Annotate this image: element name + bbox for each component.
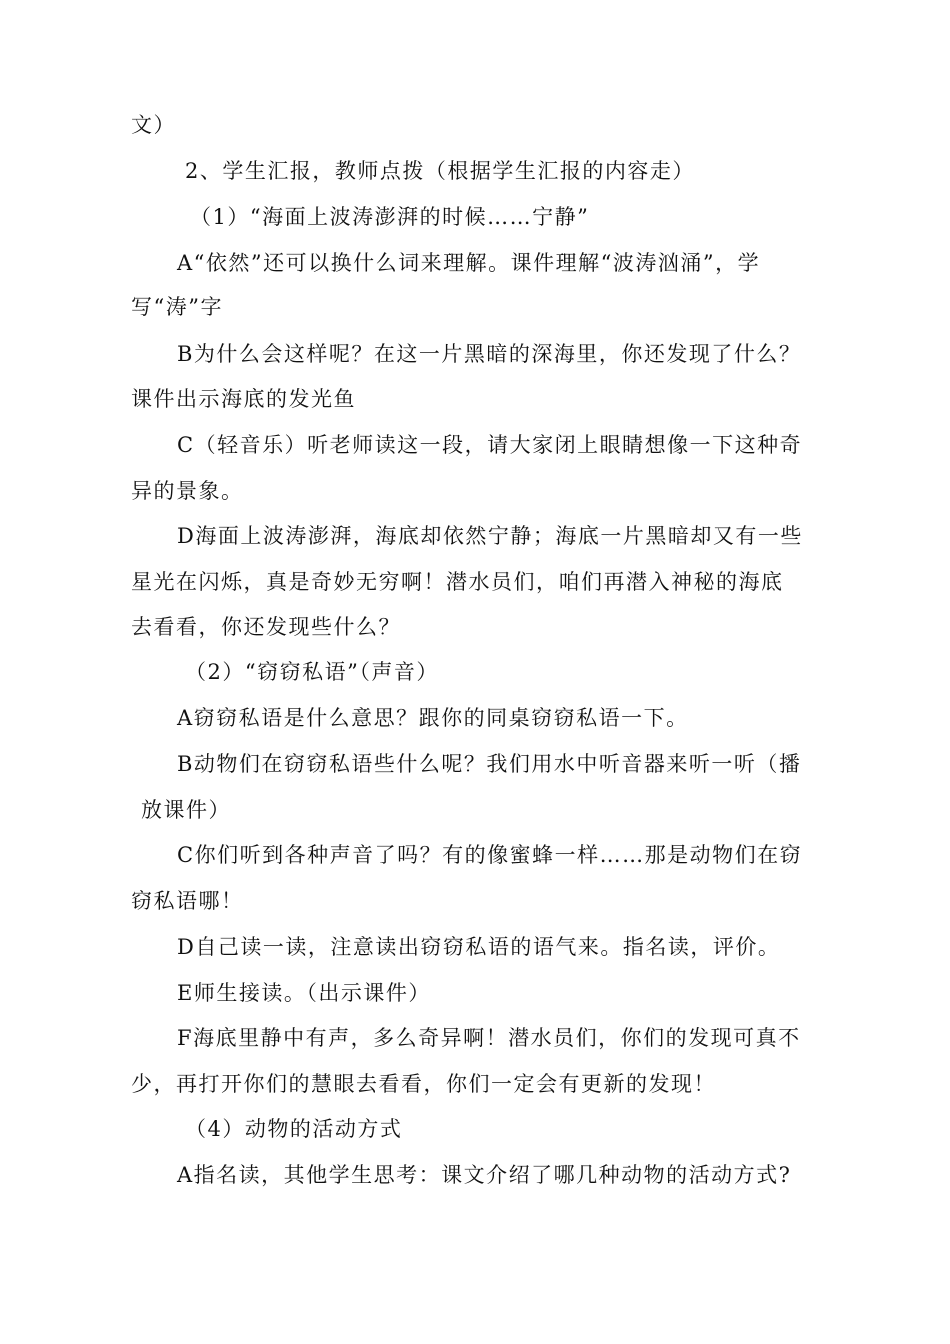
text-line: D自己读一读，注意读出窃窃私语的语气来。指名读，评价。 bbox=[177, 935, 781, 959]
text-line: 异的景象。 bbox=[131, 479, 244, 503]
text-line: （1）“海面上波涛澎湃的时候……宁静” bbox=[190, 205, 590, 229]
text-line: A指名读，其他学生思考：课文介绍了哪几种动物的活动方式? bbox=[177, 1163, 792, 1187]
text-line: 文） bbox=[131, 113, 176, 137]
text-line: 2、学生汇报，教师点拨（根据学生汇报的内容走） bbox=[185, 159, 695, 183]
text-line: E师生接读。（出示课件） bbox=[177, 981, 431, 1005]
text-line: F海底里静中有声，多么奇异啊！潜水员们，你们的发现可真不 bbox=[177, 1026, 801, 1050]
text-line: 去看看，你还发现些什么？ bbox=[131, 615, 401, 639]
text-line: 课件出示海底的发光鱼 bbox=[131, 387, 356, 411]
text-line: C你们听到各种声音了吗？有的像蜜蜂一样……那是动物们在窃 bbox=[177, 843, 803, 867]
text-line: D海面上波涛澎湃，海底却依然宁静；海底一片黑暗却又有一些 bbox=[177, 524, 803, 548]
text-line: B动物们在窃窃私语些什么呢？我们用水中听音器来听一听（播 bbox=[177, 752, 802, 776]
text-line: （2）“窃窃私语”（声音） bbox=[185, 660, 439, 684]
text-line: （4）动物的活动方式 bbox=[185, 1117, 403, 1141]
text-line: 窃私语哪！ bbox=[131, 889, 244, 913]
text-line: 放课件） bbox=[141, 798, 231, 822]
text-line: B为什么会这样呢？在这一片黑暗的深海里，你还发现了什么？ bbox=[177, 342, 802, 366]
text-line: 少，再打开你们的慧眼去看看，你们一定会有更新的发现！ bbox=[131, 1072, 716, 1096]
text-line: 星光在闪烁，真是奇妙无穷啊！潜水员们，咱们再潜入神秘的海底 bbox=[131, 570, 784, 594]
text-line: A窃窃私语是什么意思？跟你的同桌窃窃私语一下。 bbox=[177, 706, 689, 730]
text-line: C（轻音乐）听老师读这一段，请大家闭上眼睛想像一下这种奇 bbox=[177, 433, 803, 457]
text-line: A“依然”还可以换什么词来理解。课件理解“波涛汹涌”，学 bbox=[177, 251, 761, 275]
text-line: 写“涛”字 bbox=[131, 295, 223, 319]
